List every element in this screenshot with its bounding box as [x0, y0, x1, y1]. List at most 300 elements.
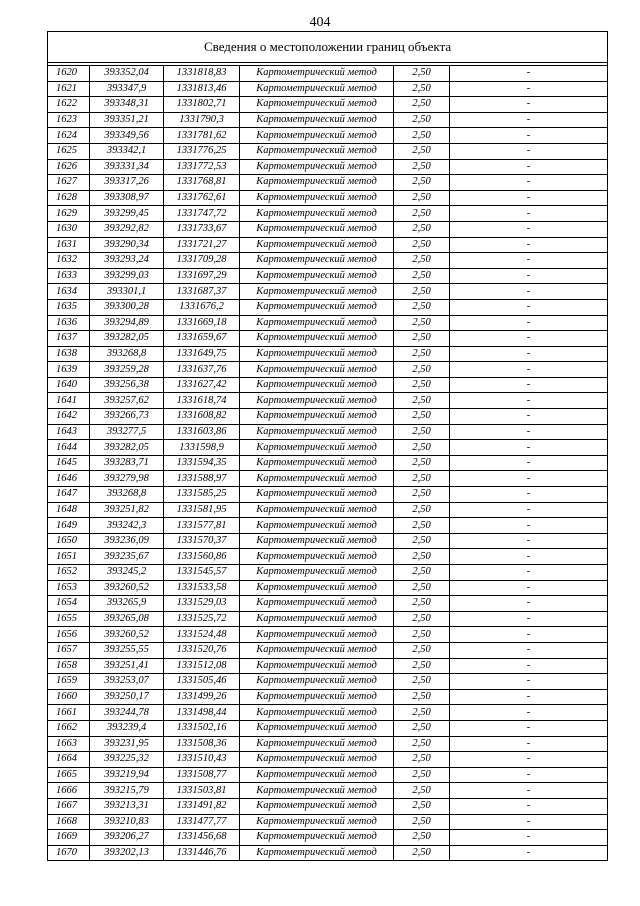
point-number-cell: 1656 — [48, 627, 90, 643]
point-number-cell: 1622 — [48, 97, 90, 113]
precision-cell: 2,50 — [394, 518, 450, 534]
y-coordinate-cell: 1331510,43 — [164, 752, 240, 768]
y-coordinate-cell: 1331491,82 — [164, 798, 240, 814]
precision-cell: 2,50 — [394, 642, 450, 658]
y-coordinate-cell: 1331818,83 — [164, 66, 240, 82]
y-coordinate-cell: 1331608,82 — [164, 409, 240, 425]
method-cell: Картометрический метод — [240, 315, 394, 331]
precision-cell: 2,50 — [394, 66, 450, 82]
x-coordinate-cell: 393301,1 — [90, 284, 164, 300]
y-coordinate-cell: 1331512,08 — [164, 658, 240, 674]
precision-cell: 2,50 — [394, 627, 450, 643]
precision-cell: 2,50 — [394, 284, 450, 300]
point-number-cell: 1627 — [48, 175, 90, 191]
description-cell: - — [450, 518, 608, 534]
y-coordinate-cell: 1331577,81 — [164, 518, 240, 534]
precision-cell: 2,50 — [394, 689, 450, 705]
precision-cell: 2,50 — [394, 471, 450, 487]
x-coordinate-cell: 393293,24 — [90, 253, 164, 269]
y-coordinate-cell: 1331529,03 — [164, 596, 240, 612]
description-cell: - — [450, 533, 608, 549]
description-cell: - — [450, 487, 608, 503]
point-number-cell: 1624 — [48, 128, 90, 144]
precision-cell: 2,50 — [394, 424, 450, 440]
table-row — [48, 128, 608, 144]
point-number-cell: 1628 — [48, 190, 90, 206]
precision-cell: 2,50 — [394, 752, 450, 768]
y-coordinate-cell: 1331669,18 — [164, 315, 240, 331]
method-cell: Картометрический метод — [240, 752, 394, 768]
description-cell: - — [450, 674, 608, 690]
point-number-cell: 1662 — [48, 720, 90, 736]
x-coordinate-cell: 393235,67 — [90, 549, 164, 565]
description-cell: - — [450, 736, 608, 752]
method-cell: Картометрический метод — [240, 565, 394, 581]
precision-cell: 2,50 — [394, 814, 450, 830]
table-row — [48, 284, 608, 300]
description-cell: - — [450, 377, 608, 393]
precision-cell: 2,50 — [394, 596, 450, 612]
x-coordinate-cell: 393245,2 — [90, 565, 164, 581]
y-coordinate-cell: 1331747,72 — [164, 206, 240, 222]
table-row — [48, 409, 608, 425]
description-cell: - — [450, 409, 608, 425]
y-coordinate-cell: 1331520,76 — [164, 642, 240, 658]
method-cell: Картометрический метод — [240, 346, 394, 362]
point-number-cell: 1633 — [48, 268, 90, 284]
point-number-cell: 1653 — [48, 580, 90, 596]
point-number-cell: 1649 — [48, 518, 90, 534]
precision-cell: 2,50 — [394, 580, 450, 596]
x-coordinate-cell: 393210,83 — [90, 814, 164, 830]
y-coordinate-cell: 1331768,81 — [164, 175, 240, 191]
table-row — [48, 611, 608, 627]
method-cell: Картометрический метод — [240, 206, 394, 222]
table-row — [48, 299, 608, 315]
y-coordinate-cell: 1331508,36 — [164, 736, 240, 752]
table-row — [48, 455, 608, 471]
description-cell: - — [450, 440, 608, 456]
x-coordinate-cell: 393351,21 — [90, 112, 164, 128]
description-cell: - — [450, 502, 608, 518]
x-coordinate-cell: 393251,41 — [90, 658, 164, 674]
precision-cell: 2,50 — [394, 845, 450, 861]
description-cell: - — [450, 565, 608, 581]
point-number-cell: 1632 — [48, 253, 90, 269]
x-coordinate-cell: 393268,8 — [90, 487, 164, 503]
precision-cell: 2,50 — [394, 611, 450, 627]
description-cell: - — [450, 471, 608, 487]
point-number-cell: 1654 — [48, 596, 90, 612]
point-number-cell: 1635 — [48, 299, 90, 315]
description-cell: - — [450, 830, 608, 846]
point-number-cell: 1626 — [48, 159, 90, 175]
table-title: Сведения о местоположении границ объекта — [48, 32, 608, 63]
table-row — [48, 206, 608, 222]
point-number-cell: 1667 — [48, 798, 90, 814]
y-coordinate-cell: 1331687,37 — [164, 284, 240, 300]
method-cell: Картометрический метод — [240, 627, 394, 643]
table-row — [48, 752, 608, 768]
precision-cell: 2,50 — [394, 705, 450, 721]
description-cell: - — [450, 424, 608, 440]
method-cell: Картометрический метод — [240, 611, 394, 627]
table-row — [48, 596, 608, 612]
method-cell: Картометрический метод — [240, 159, 394, 175]
description-cell: - — [450, 175, 608, 191]
table-row — [48, 658, 608, 674]
x-coordinate-cell: 393299,03 — [90, 268, 164, 284]
x-coordinate-cell: 393277,5 — [90, 424, 164, 440]
y-coordinate-cell: 1331570,37 — [164, 533, 240, 549]
point-number-cell: 1629 — [48, 206, 90, 222]
method-cell: Картометрический метод — [240, 362, 394, 378]
y-coordinate-cell: 1331637,76 — [164, 362, 240, 378]
point-number-cell: 1655 — [48, 611, 90, 627]
precision-cell: 2,50 — [394, 221, 450, 237]
point-number-cell: 1666 — [48, 783, 90, 799]
point-number-cell: 1661 — [48, 705, 90, 721]
description-cell: - — [450, 611, 608, 627]
precision-cell: 2,50 — [394, 253, 450, 269]
x-coordinate-cell: 393266,73 — [90, 409, 164, 425]
y-coordinate-cell: 1331594,35 — [164, 455, 240, 471]
table-row — [48, 221, 608, 237]
x-coordinate-cell: 393317,26 — [90, 175, 164, 191]
x-coordinate-cell: 393250,17 — [90, 689, 164, 705]
x-coordinate-cell: 393251,82 — [90, 502, 164, 518]
x-coordinate-cell: 393342,1 — [90, 143, 164, 159]
y-coordinate-cell: 1331581,95 — [164, 502, 240, 518]
description-cell: - — [450, 81, 608, 97]
y-coordinate-cell: 1331709,28 — [164, 253, 240, 269]
x-coordinate-cell: 393231,95 — [90, 736, 164, 752]
precision-cell: 2,50 — [394, 331, 450, 347]
x-coordinate-cell: 393352,04 — [90, 66, 164, 82]
y-coordinate-cell: 1331802,71 — [164, 97, 240, 113]
precision-cell: 2,50 — [394, 533, 450, 549]
x-coordinate-cell: 393244,78 — [90, 705, 164, 721]
description-cell: - — [450, 112, 608, 128]
description-cell: - — [450, 362, 608, 378]
y-coordinate-cell: 1331525,72 — [164, 611, 240, 627]
description-cell: - — [450, 299, 608, 315]
x-coordinate-cell: 393290,34 — [90, 237, 164, 253]
description-cell: - — [450, 720, 608, 736]
method-cell: Картометрический метод — [240, 783, 394, 799]
method-cell: Картометрический метод — [240, 471, 394, 487]
y-coordinate-cell: 1331733,67 — [164, 221, 240, 237]
description-cell: - — [450, 159, 608, 175]
point-number-cell: 1643 — [48, 424, 90, 440]
method-cell: Картометрический метод — [240, 580, 394, 596]
table-row — [48, 674, 608, 690]
precision-cell: 2,50 — [394, 206, 450, 222]
method-cell: Картометрический метод — [240, 299, 394, 315]
method-cell: Картометрический метод — [240, 487, 394, 503]
y-coordinate-cell: 1331676,2 — [164, 299, 240, 315]
x-coordinate-cell: 393225,32 — [90, 752, 164, 768]
x-coordinate-cell: 393299,45 — [90, 206, 164, 222]
description-cell: - — [450, 783, 608, 799]
method-cell: Картометрический метод — [240, 798, 394, 814]
table-row — [48, 377, 608, 393]
point-number-cell: 1650 — [48, 533, 90, 549]
precision-cell: 2,50 — [394, 736, 450, 752]
point-number-cell: 1638 — [48, 346, 90, 362]
x-coordinate-cell: 393213,31 — [90, 798, 164, 814]
x-coordinate-cell: 393349,56 — [90, 128, 164, 144]
precision-cell: 2,50 — [394, 268, 450, 284]
point-number-cell: 1625 — [48, 143, 90, 159]
description-cell: - — [450, 206, 608, 222]
precision-cell: 2,50 — [394, 362, 450, 378]
method-cell: Картометрический метод — [240, 393, 394, 409]
x-coordinate-cell: 393260,52 — [90, 580, 164, 596]
method-cell: Картометрический метод — [240, 237, 394, 253]
point-number-cell: 1620 — [48, 66, 90, 82]
point-number-cell: 1641 — [48, 393, 90, 409]
table-row — [48, 798, 608, 814]
x-coordinate-cell: 393202,13 — [90, 845, 164, 861]
x-coordinate-cell: 393256,38 — [90, 377, 164, 393]
point-number-cell: 1663 — [48, 736, 90, 752]
x-coordinate-cell: 393260,52 — [90, 627, 164, 643]
point-number-cell: 1623 — [48, 112, 90, 128]
x-coordinate-cell: 393255,55 — [90, 642, 164, 658]
description-cell: - — [450, 767, 608, 783]
point-number-cell: 1630 — [48, 221, 90, 237]
method-cell: Картометрический метод — [240, 268, 394, 284]
method-cell: Картометрический метод — [240, 674, 394, 690]
point-number-cell: 1634 — [48, 284, 90, 300]
point-number-cell: 1665 — [48, 767, 90, 783]
method-cell: Картометрический метод — [240, 221, 394, 237]
table-row — [48, 689, 608, 705]
method-cell: Картометрический метод — [240, 830, 394, 846]
point-number-cell: 1670 — [48, 845, 90, 861]
y-coordinate-cell: 1331776,25 — [164, 143, 240, 159]
y-coordinate-cell: 1331502,16 — [164, 720, 240, 736]
description-cell: - — [450, 331, 608, 347]
precision-cell: 2,50 — [394, 143, 450, 159]
y-coordinate-cell: 1331545,57 — [164, 565, 240, 581]
y-coordinate-cell: 1331721,27 — [164, 237, 240, 253]
description-cell: - — [450, 315, 608, 331]
y-coordinate-cell: 1331790,3 — [164, 112, 240, 128]
point-number-cell: 1652 — [48, 565, 90, 581]
table-row — [48, 830, 608, 846]
y-coordinate-cell: 1331498,44 — [164, 705, 240, 721]
point-number-cell: 1644 — [48, 440, 90, 456]
table-row — [48, 565, 608, 581]
point-number-cell: 1647 — [48, 487, 90, 503]
x-coordinate-cell: 393308,97 — [90, 190, 164, 206]
description-cell: - — [450, 752, 608, 768]
precision-cell: 2,50 — [394, 720, 450, 736]
y-coordinate-cell: 1331781,62 — [164, 128, 240, 144]
point-number-cell: 1664 — [48, 752, 90, 768]
table-row — [48, 346, 608, 362]
description-cell: - — [450, 97, 608, 113]
y-coordinate-cell: 1331762,61 — [164, 190, 240, 206]
description-cell: - — [450, 596, 608, 612]
precision-cell: 2,50 — [394, 674, 450, 690]
precision-cell: 2,50 — [394, 549, 450, 565]
table-row — [48, 81, 608, 97]
description-cell: - — [450, 346, 608, 362]
table-row — [48, 362, 608, 378]
y-coordinate-cell: 1331659,67 — [164, 331, 240, 347]
description-cell: - — [450, 237, 608, 253]
method-cell: Картометрический метод — [240, 175, 394, 191]
precision-cell: 2,50 — [394, 299, 450, 315]
table-row — [48, 518, 608, 534]
precision-cell: 2,50 — [394, 455, 450, 471]
x-coordinate-cell: 393300,28 — [90, 299, 164, 315]
table-row — [48, 253, 608, 269]
point-number-cell: 1657 — [48, 642, 90, 658]
y-coordinate-cell: 1331627,42 — [164, 377, 240, 393]
description-cell: - — [450, 66, 608, 82]
table-row — [48, 112, 608, 128]
table-row — [48, 533, 608, 549]
description-cell: - — [450, 642, 608, 658]
point-number-cell: 1621 — [48, 81, 90, 97]
method-cell: Картометрический метод — [240, 81, 394, 97]
y-coordinate-cell: 1331456,68 — [164, 830, 240, 846]
description-cell: - — [450, 221, 608, 237]
x-coordinate-cell: 393282,05 — [90, 331, 164, 347]
precision-cell: 2,50 — [394, 81, 450, 97]
table-row — [48, 549, 608, 565]
description-cell: - — [450, 658, 608, 674]
table-row — [48, 627, 608, 643]
description-cell: - — [450, 128, 608, 144]
method-cell: Картометрический метод — [240, 596, 394, 612]
table-row — [48, 845, 608, 861]
y-coordinate-cell: 1331598,9 — [164, 440, 240, 456]
precision-cell: 2,50 — [394, 128, 450, 144]
description-cell: - — [450, 268, 608, 284]
table-row — [48, 642, 608, 658]
precision-cell: 2,50 — [394, 767, 450, 783]
x-coordinate-cell: 393206,27 — [90, 830, 164, 846]
y-coordinate-cell: 1331649,75 — [164, 346, 240, 362]
precision-cell: 2,50 — [394, 237, 450, 253]
point-number-cell: 1639 — [48, 362, 90, 378]
y-coordinate-cell: 1331505,46 — [164, 674, 240, 690]
method-cell: Картометрический метод — [240, 253, 394, 269]
precision-cell: 2,50 — [394, 830, 450, 846]
table-row — [48, 268, 608, 284]
table-row — [48, 814, 608, 830]
method-cell: Картометрический метод — [240, 66, 394, 82]
method-cell: Картометрический метод — [240, 112, 394, 128]
point-number-cell: 1648 — [48, 502, 90, 518]
x-coordinate-cell: 393239,4 — [90, 720, 164, 736]
point-number-cell: 1642 — [48, 409, 90, 425]
description-cell: - — [450, 705, 608, 721]
method-cell: Картометрический метод — [240, 502, 394, 518]
table-title-row — [48, 32, 608, 63]
y-coordinate-cell: 1331813,46 — [164, 81, 240, 97]
table-row — [48, 720, 608, 736]
x-coordinate-cell: 393347,9 — [90, 81, 164, 97]
method-cell: Картометрический метод — [240, 736, 394, 752]
table-row — [48, 393, 608, 409]
description-cell: - — [450, 689, 608, 705]
x-coordinate-cell: 393219,94 — [90, 767, 164, 783]
table-row — [48, 487, 608, 503]
precision-cell: 2,50 — [394, 409, 450, 425]
method-cell: Картометрический метод — [240, 331, 394, 347]
y-coordinate-cell: 1331477,77 — [164, 814, 240, 830]
method-cell: Картометрический метод — [240, 424, 394, 440]
table-row — [48, 315, 608, 331]
point-number-cell: 1658 — [48, 658, 90, 674]
table-row — [48, 159, 608, 175]
method-cell: Картометрический метод — [240, 377, 394, 393]
y-coordinate-cell: 1331499,26 — [164, 689, 240, 705]
method-cell: Картометрический метод — [240, 143, 394, 159]
y-coordinate-cell: 1331503,81 — [164, 783, 240, 799]
y-coordinate-cell: 1331446,76 — [164, 845, 240, 861]
table-row — [48, 736, 608, 752]
description-cell: - — [450, 143, 608, 159]
method-cell: Картометрический метод — [240, 689, 394, 705]
precision-cell: 2,50 — [394, 440, 450, 456]
point-number-cell: 1631 — [48, 237, 90, 253]
description-cell: - — [450, 190, 608, 206]
table-row — [48, 175, 608, 191]
x-coordinate-cell: 393348,31 — [90, 97, 164, 113]
y-coordinate-cell: 1331585,25 — [164, 487, 240, 503]
point-number-cell: 1669 — [48, 830, 90, 846]
precision-cell: 2,50 — [394, 112, 450, 128]
page-number: 404 — [309, 15, 331, 30]
point-number-cell: 1659 — [48, 674, 90, 690]
y-coordinate-cell: 1331697,29 — [164, 268, 240, 284]
method-cell: Картометрический метод — [240, 284, 394, 300]
point-number-cell: 1645 — [48, 455, 90, 471]
x-coordinate-cell: 393292,82 — [90, 221, 164, 237]
precision-cell: 2,50 — [394, 175, 450, 191]
x-coordinate-cell: 393259,28 — [90, 362, 164, 378]
boundary-coordinates-table — [47, 31, 608, 861]
method-cell: Картометрический метод — [240, 190, 394, 206]
x-coordinate-cell: 393265,08 — [90, 611, 164, 627]
table-row — [48, 471, 608, 487]
table-row — [48, 66, 608, 82]
y-coordinate-cell: 1331560,86 — [164, 549, 240, 565]
x-coordinate-cell: 393242,3 — [90, 518, 164, 534]
description-cell: - — [450, 580, 608, 596]
table-row — [48, 97, 608, 113]
point-number-cell: 1636 — [48, 315, 90, 331]
table-row — [48, 783, 608, 799]
description-cell: - — [450, 845, 608, 861]
table-row — [48, 424, 608, 440]
point-number-cell: 1646 — [48, 471, 90, 487]
precision-cell: 2,50 — [394, 783, 450, 799]
y-coordinate-cell: 1331588,97 — [164, 471, 240, 487]
precision-cell: 2,50 — [394, 487, 450, 503]
method-cell: Картометрический метод — [240, 409, 394, 425]
x-coordinate-cell: 393294,89 — [90, 315, 164, 331]
method-cell: Картометрический метод — [240, 440, 394, 456]
x-coordinate-cell: 393279,98 — [90, 471, 164, 487]
